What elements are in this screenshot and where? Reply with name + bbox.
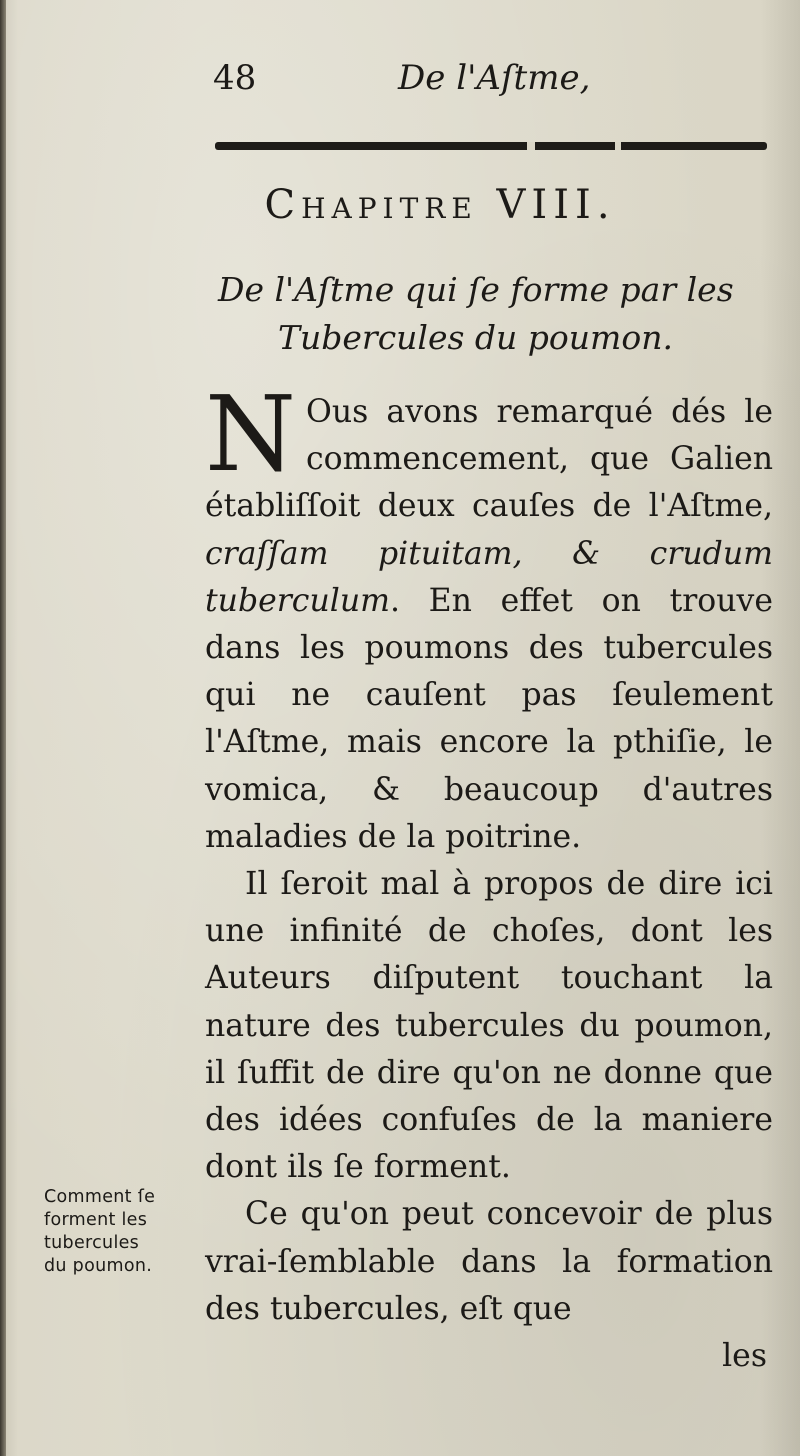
chapter-subtitle-line-1: De l'Aſtme qui ſe forme par les [218, 270, 734, 309]
header-rule [215, 142, 767, 150]
margin-note [44, 1186, 204, 1278]
chapter-heading: Chapitre VIII. [264, 182, 616, 228]
paragraph-1-text-a: Ous avons remarqué dés le commencement, que Galien établiſſoit deux cauſes de l'Aſtme, [205, 394, 773, 525]
paragraph-1 [205, 373, 773, 861]
latin-quotation: craſſam pituitam, & crudum tuberculum [205, 535, 773, 619]
running-title: De l'Aſtme, [398, 58, 591, 98]
paragraph-2: Il ſeroit mal à propos de dire ici une infinité de choſes, dont les Auteurs diſputent touchant la nature des tubercules du poumon, il ſuffit de dire qu'on ne donne que des idées confuſes de la maniere dont ils ſe forment. [205, 866, 773, 1186]
running-head [213, 58, 773, 108]
chapter-subtitle [218, 266, 778, 362]
margin-note-line-3: tubercules [44, 1233, 140, 1253]
catchword: les [722, 1338, 767, 1375]
margin-note-line-1: Comment ſe [44, 1187, 156, 1207]
chapter-subtitle-line-2: Tubercules du poumon. [278, 318, 673, 357]
page-number: 48 [213, 58, 257, 98]
body-text [205, 373, 773, 1380]
paragraph-3: Ce qu'on peut concevoir de plus vrai-ſemblable dans la formation des tubercules, eſt que [205, 1196, 773, 1327]
paragraph-1-text-b: . En effet on trouve dans les poumons des tubercules qui ne cauſent pas ſeulement l'Aſtme, mais encore la pthiſie, le vomica, & beaucoup d'autres maladies de la poitrine. [205, 582, 773, 855]
drop-cap: N [205, 373, 296, 495]
margin-note-line-2: forment les [44, 1210, 148, 1230]
margin-note-line-4: du poumon. [44, 1256, 153, 1276]
